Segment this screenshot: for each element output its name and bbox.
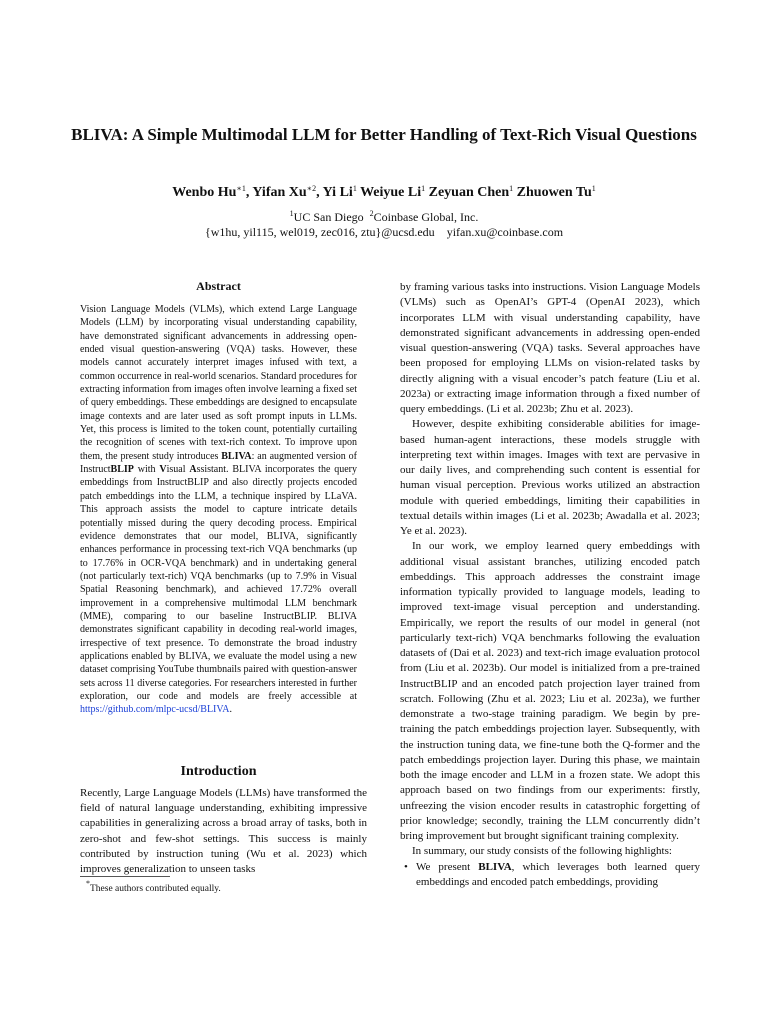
author: Zhuowen Tu$^1$: [516, 184, 596, 200]
email-line: [60, 225, 708, 240]
abstract-text: Vision Language Models (VLMs), which extend Large Language Models (LLM) by incorporating visual understanding capability, have demonstrated significant advancements in addressing open-ended visual question-answering (VQA) tasks. However, these models cannot accurately interpret images infused with text, a common occurrence in real-world scenarios. Standard procedures for extracting information from images often involve learning a fixed set of query embeddings. These embeddings are designed to encapsulate image contexts and are later used as soft prompt inputs in LLMs. Yet, this process is limited to the token count, potentially curtailing the recognition of scenes with text-rich context. To improve upon them, the present study introduces BLIVA: an augmented version of InstructBLIP with Visual Assistant. BLIVA incorporates the query embeddings from InstructBLIP and also directly projects encoded patch embeddings into the LLM, a technique inspired by LLaVA. This approach assists the model to capture intricate details potentially missed during the query decoding process. Empirical evidence demonstrates that our model, BLIVA, significantly enhances performance in processing text-rich VQA benchmarks (up to 17.76% in OCR-VQA benchmark) and in undertaking general (not particularly text-rich) VQA benchmarks (up to 7.9% in Visual Spatial Reasoning benchmark), and achieved 17.72% overall improvement in a comprehensive multimodal LLM benchmark (MME), comparing to our baseline InstructBLIP. BLIVA demonstrates significant capability in decoding real-world images, irrespective of text presence. To demonstrate the broad industry applications enabled by BLIVA, we evaluate the model using a new dataset comprising YouTube thumbnails paired with question-answer sets across 11 diverse categories. For researchers interested in further exploration, our code and models are freely accessible at https://github.com/mlpc-ucsd/BLIVA.: [80, 304, 357, 716]
author: Wenbo $Hu^{∗1}$: [172, 184, 246, 200]
author: Zeyuan Chen$^1$: [428, 184, 514, 200]
paragraph: In summary, our study consists of the following highlights:: [412, 845, 672, 858]
paragraph: In our work, we employ learned query embeddings with additional visual assistant branches, utilizing encoded patch embeddings. This approach addresses the constraint image information typically provided to language models, leading to improved text-image visual perception and understanding. Empirically, we report the results of our model in general (not particularly text-rich) VQA benchmarks following the evaluation datasets of (Dai et al. 2023) and text-rich image evaluation protocol from (Liu et al. 2023b). Our model is initialized from a pre-trained InstructBLIP and an encoded patch projection layer trained from scratch. Following (Zhu et al. 2023; Liu et al. 2023a), we further demonstrate a two-stage training paradigm. We begin by pre-training the patch embeddings projection layer. Subsequently, with the instruction tuning data, we fine-tune both the Q-former and the patch embeddings projection layer. During this phase, we maintain both the image encoder and LLM in a frozen state. We adopt this approach based on two findings from our experiments: firstly, unfreezing the vision encoder results in catastrophic forgetting of prior knowledge; secondly, training the LLM concurrently didn’t bring improvement but brought significant training complexity.: [400, 540, 700, 842]
abstract-heading: Abstract: [196, 279, 241, 293]
right-column: [400, 280, 700, 890]
paragraph: by framing various tasks into instructions. Vision Language Models (VLMs) such as OpenAI’s GPT-4 (OpenAI 2023), which incorporates LLM with visual understanding capability, have demonstrated significant advancements in addressing open-ended visual question-answering (VQA) tasks. Several approaches have been proposed for employing LLMs on vision-related tasks by directly aligning with a visual encoder’s patch feature (Liu et al. 2023a) or extracting image information through a fixed number of query embeddings. (Li et al. 2023b; Zhu et al. 2023).: [400, 281, 700, 415]
footnote: *These authors contributed equally.: [86, 879, 221, 894]
paper-title: BLIVA: A Simple Multimodal LLM for Better Handling of Text-Rich Visual Questions: [71, 125, 697, 144]
author: Yi Li$^1$: [322, 184, 357, 200]
highlights-list: [400, 860, 700, 891]
bullet-icon: •: [404, 860, 408, 873]
email-ucsd: {w1hu, yil115, wel019, zec016, ztu}@ucsd.edu: [204, 225, 435, 239]
author: Weiyue Li$^1$: [360, 184, 426, 200]
list-item: • We present BLIVA, which leverages both learned query embeddings and encoded patch embeddings, providing: [404, 860, 700, 888]
introduction-heading: Introduction: [180, 764, 257, 779]
footnote-divider: [80, 876, 170, 877]
code-link[interactable]: https://github.com/mlpc-ucsd/BLIVA: [80, 704, 230, 716]
author-list: Wenbo $Hu^{∗1}$, Yifan $Xu^{∗2}$, Yi Li$^1$ Weiyue Li$^1$ Zeyuan Chen$^1$ Zhuowen Tu$^1$: [172, 184, 596, 200]
affiliation-line: $^1$UC San Diego $^2$Coinbase Global, Inc.: [289, 209, 479, 224]
email-coinbase: yifan.xu@coinbase.com: [446, 225, 564, 239]
author: Yifan $Xu^{∗2}$: [252, 184, 317, 200]
affiliations: [60, 206, 708, 240]
introduction-text: Recently, Large Language Models (LLMs) have transformed the field of natural language understanding, exhibiting impressive capabilities in generalizing across a broad array of tasks, both in zero-shot and few-shot settings. This success is mainly contributed by instruction tuning (Wu et al. 2023) which improves generalization to unseen tasks: [80, 787, 367, 876]
paragraph: However, despite exhibiting considerable abilities for image-based human-agent interactions, these models struggle with interpreting text within images. Images with text are pervasive in our daily lives, and comprehending such content is essential for human visual perception. Previous works utilized an abstraction module with queried embeddings, limiting their capabilities in textual details within images (Li et al. 2023b; Awadalla et al. 2023; Ye et al. 2023).: [400, 418, 700, 537]
